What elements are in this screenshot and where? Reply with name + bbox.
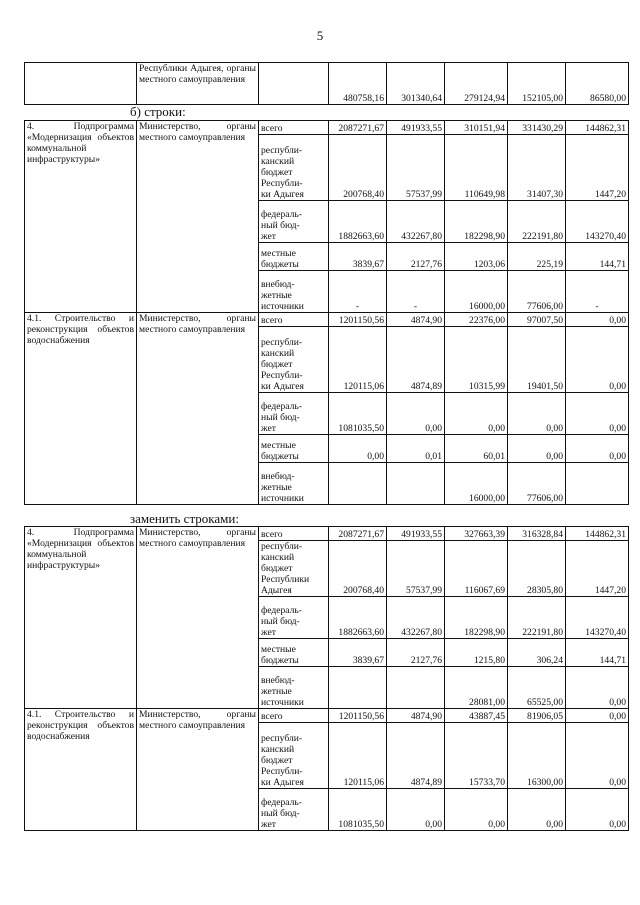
value-cell — [387, 667, 445, 709]
table-row — [25, 709, 629, 723]
value-cell: 1447,20 — [566, 541, 629, 597]
funding-source-cell: местные бюджеты — [259, 435, 329, 463]
executor-cell: Министерство, органы местного самоуправления — [137, 121, 259, 313]
program-name-cell: 4. Подпрограмма «Модернизация объектов коммунальной инфраструктуры» — [25, 121, 137, 313]
value-cell: 110649,98 — [445, 135, 508, 201]
funding-source-cell: республи- канский бюджет Республики Адыгея — [259, 541, 329, 597]
value-cell — [329, 667, 387, 709]
value-cell: 182298,90 — [445, 597, 508, 639]
value-cell: 200768,40 — [329, 135, 387, 201]
value-cell: 57537,99 — [387, 135, 445, 201]
value-cell: 77606,00 — [508, 271, 566, 313]
value-cell: 143270,40 — [566, 597, 629, 639]
value-cell: 16000,00 — [445, 463, 508, 505]
value-cell: 480758,16 — [329, 63, 387, 105]
funding-source-cell: всего — [259, 121, 329, 135]
value-cell: 57537,99 — [387, 541, 445, 597]
value-cell: 1447,20 — [566, 135, 629, 201]
value-cell: 0,01 — [387, 435, 445, 463]
value-cell: 306,24 — [508, 639, 566, 667]
value-cell: 0,00 — [566, 723, 629, 789]
value-cell: 65525,00 — [508, 667, 566, 709]
value-cell: 491933,55 — [387, 121, 445, 135]
page-number: 5 — [316, 28, 324, 43]
value-cell: 310151,94 — [445, 121, 508, 135]
old-rows-table — [24, 120, 629, 505]
value-cell: 491933,55 — [387, 527, 445, 541]
value-cell: 0,00 — [445, 789, 508, 831]
value-cell: 144862,31 — [566, 121, 629, 135]
value-cell: 31407,30 — [508, 135, 566, 201]
value-cell: 327663,39 — [445, 527, 508, 541]
value-cell: 222191,80 — [508, 201, 566, 243]
funding-source-cell: внебюд- жетные источники — [259, 271, 329, 313]
value-cell: 222191,80 — [508, 597, 566, 639]
executor-cell: Республики Адыгея, органы местного самоуправления — [137, 63, 259, 105]
value-cell — [329, 463, 387, 505]
funding-source-cell: местные бюджеты — [259, 639, 329, 667]
empty-cell — [259, 63, 329, 105]
new-rows-table — [24, 526, 629, 831]
value-cell: 1882663,60 — [329, 597, 387, 639]
value-cell: 60,01 — [445, 435, 508, 463]
value-cell: 3839,67 — [329, 243, 387, 271]
funding-source-cell: федераль- ный бюд- жет — [259, 597, 329, 639]
value-cell: 2127,76 — [387, 639, 445, 667]
value-cell: 4874,90 — [387, 313, 445, 327]
value-cell: - — [387, 271, 445, 313]
value-cell: 0,00 — [566, 327, 629, 393]
value-cell: 15733,70 — [445, 723, 508, 789]
value-cell: 28081,00 — [445, 667, 508, 709]
value-cell: 1201150,56 — [329, 709, 387, 723]
table-row — [25, 527, 629, 541]
value-cell: 0,00 — [566, 789, 629, 831]
value-cell: 331430,29 — [508, 121, 566, 135]
value-cell: 1081035,50 — [329, 789, 387, 831]
funding-source-cell: республи- канский бюджет Республи- ки Адыгея — [259, 135, 329, 201]
executor-cell: Министерство, органы местного самоуправления — [137, 527, 259, 709]
value-cell: 0,00 — [445, 393, 508, 435]
value-cell: 97007,50 — [508, 313, 566, 327]
program-name-cell: 4.1. Строительство и реконструкция объектов водоснабжения — [25, 313, 137, 505]
value-cell: 3839,67 — [329, 639, 387, 667]
value-cell: 4874,90 — [387, 709, 445, 723]
value-cell: 2087271,67 — [329, 527, 387, 541]
value-cell: 81906,05 — [508, 709, 566, 723]
value-cell — [566, 463, 629, 505]
value-cell: 182298,90 — [445, 201, 508, 243]
value-cell: 43887,45 — [445, 709, 508, 723]
value-cell: 1201150,56 — [329, 313, 387, 327]
value-cell: 77606,00 — [508, 463, 566, 505]
table-row — [25, 121, 629, 135]
value-cell: 143270,40 — [566, 201, 629, 243]
value-cell: - — [329, 271, 387, 313]
value-cell: 0,00 — [508, 435, 566, 463]
program-name-cell: 4. Подпрограмма «Модернизация объектов коммунальной инфраструктуры» — [25, 527, 137, 709]
value-cell: 144,71 — [566, 639, 629, 667]
funding-source-cell: всего — [259, 527, 329, 541]
value-cell: 86580,00 — [566, 63, 629, 105]
empty-cell — [25, 63, 137, 105]
value-cell: 1215,80 — [445, 639, 508, 667]
value-cell: 1081035,50 — [329, 393, 387, 435]
funding-source-cell: всего — [259, 709, 329, 723]
value-cell: 28305,80 — [508, 541, 566, 597]
table-row — [25, 313, 629, 327]
value-cell: 0,00 — [566, 709, 629, 723]
funding-source-cell: федераль- ный бюд- жет — [259, 789, 329, 831]
executor-cell: Министерство, органы местного самоуправления — [137, 709, 259, 831]
value-cell: 1882663,60 — [329, 201, 387, 243]
value-cell: 16000,00 — [445, 271, 508, 313]
value-cell: 279124,94 — [445, 63, 508, 105]
value-cell: 0,00 — [329, 435, 387, 463]
program-name-cell: 4.1. Строительство и реконструкция объектов водоснабжения — [25, 709, 137, 831]
value-cell: - — [566, 271, 629, 313]
funding-source-cell: внебюд- жетные источники — [259, 667, 329, 709]
value-cell: 4874,89 — [387, 723, 445, 789]
value-cell: 116067,69 — [445, 541, 508, 597]
value-cell: 0,00 — [566, 313, 629, 327]
value-cell: 0,00 — [508, 393, 566, 435]
value-cell: 16300,00 — [508, 723, 566, 789]
value-cell: 152105,00 — [508, 63, 566, 105]
value-cell: 2087271,67 — [329, 121, 387, 135]
value-cell: 0,00 — [566, 435, 629, 463]
value-cell: 432267,80 — [387, 597, 445, 639]
table-row — [25, 63, 629, 105]
value-cell: 22376,00 — [445, 313, 508, 327]
funding-source-cell: республи- канский бюджет Республи- ки Адыгея — [259, 327, 329, 393]
value-cell: 10315,99 — [445, 327, 508, 393]
funding-source-cell: местные бюджеты — [259, 243, 329, 271]
top-table — [24, 62, 629, 105]
value-cell: 200768,40 — [329, 541, 387, 597]
value-cell: 19401,50 — [508, 327, 566, 393]
value-cell: 4874,89 — [387, 327, 445, 393]
funding-source-cell: республи- канский бюджет Республи- ки Адыгея — [259, 723, 329, 789]
value-cell: 0,00 — [508, 789, 566, 831]
funding-source-cell: всего — [259, 313, 329, 327]
value-cell: 0,00 — [566, 393, 629, 435]
value-cell — [387, 463, 445, 505]
section-replace-title: заменить строками: — [130, 511, 239, 526]
section-b-title: б) строки: — [130, 104, 186, 119]
value-cell: 0,00 — [387, 789, 445, 831]
value-cell: 144,71 — [566, 243, 629, 271]
value-cell: 120115,06 — [329, 723, 387, 789]
value-cell: 120115,06 — [329, 327, 387, 393]
value-cell: 2127,76 — [387, 243, 445, 271]
value-cell: 301340,64 — [387, 63, 445, 105]
funding-source-cell: внебюд- жетные источники — [259, 463, 329, 505]
funding-source-cell: федераль- ный бюд- жет — [259, 393, 329, 435]
funding-source-cell: федераль- ный бюд- жет — [259, 201, 329, 243]
value-cell: 432267,80 — [387, 201, 445, 243]
executor-cell: Министерство, органы местного самоуправления — [137, 313, 259, 505]
value-cell: 316328,84 — [508, 527, 566, 541]
value-cell: 225,19 — [508, 243, 566, 271]
value-cell: 144862,31 — [566, 527, 629, 541]
value-cell: 0,00 — [566, 667, 629, 709]
value-cell: 0,00 — [387, 393, 445, 435]
value-cell: 1203,06 — [445, 243, 508, 271]
